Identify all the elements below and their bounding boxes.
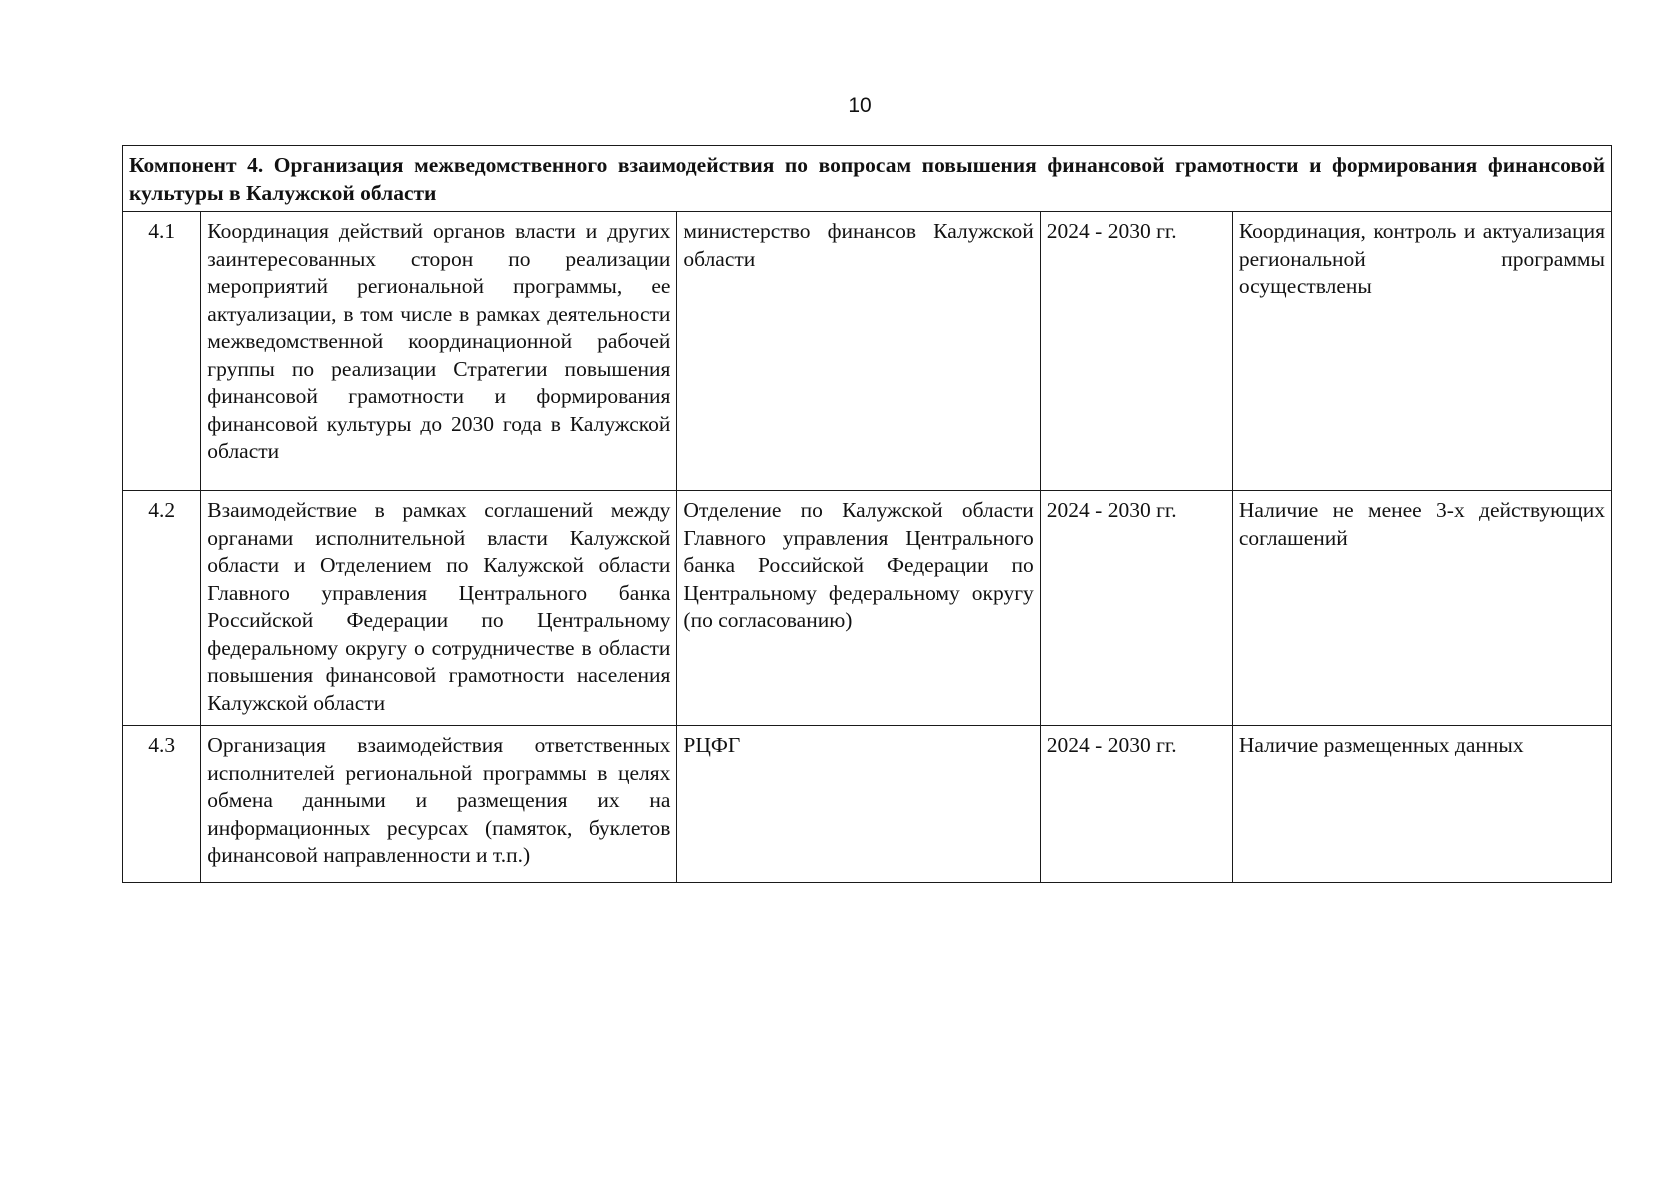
period-cell: 2024 - 2030 гг. (1040, 212, 1232, 491)
result-cell: Координация, контроль и актуализация региональной программы осуществлены (1232, 212, 1611, 491)
period-cell: 2024 - 2030 гг. (1040, 491, 1232, 726)
table-row (123, 491, 1612, 726)
period-cell: 2024 - 2030 гг. (1040, 726, 1232, 883)
activity-cell: Организация взаимодействия ответственных исполнителей региональной программы в целях обмена данными и размещения их на информационных ресурсах (памяток, буклетов финансовой направленности и т.п.) (201, 726, 677, 883)
component-header-row (123, 146, 1612, 212)
row-number: 4.2 (123, 491, 201, 726)
executor-cell: Отделение по Калужской области Главного управления Центрального банка Российской Федерации по Центральному федеральному округу (по согласованию) (677, 491, 1040, 726)
result-cell: Наличие размещенных данных (1232, 726, 1611, 883)
table-row (123, 212, 1612, 491)
row-number: 4.1 (123, 212, 201, 491)
table-row (123, 726, 1612, 883)
executor-cell: РЦФГ (677, 726, 1040, 883)
activity-cell: Взаимодействие в рамках соглашений между органами исполнительной власти Калужской области и Отделением по Калужской области Главного управления Центрального банка Российской Федерации по Центральному федеральному округу о сотрудничестве в области повышения финансовой грамотности населения Калужской области (201, 491, 677, 726)
page-number: 10 (848, 94, 872, 117)
executor-cell: министерство финансов Калужской области (677, 212, 1040, 491)
activity-cell: Координация действий органов власти и других заинтересованных сторон по реализации мероприятий региональной программы, ее актуализации, в том числе в рамках деятельности межведомственной координационной рабочей группы по реализации Стратегии повышения финансовой грамотности и формирования финансовой культуры до 2030 года в Калужской области (201, 212, 677, 491)
component-title: Компонент 4. Организация межведомственного взаимодействия по вопросам повышения финансовой грамотности и формирования финансовой культуры в Калужской области (123, 146, 1612, 212)
row-number: 4.3 (123, 726, 201, 883)
result-cell: Наличие не менее 3-х действующих соглашений (1232, 491, 1611, 726)
measures-table (122, 145, 1612, 883)
